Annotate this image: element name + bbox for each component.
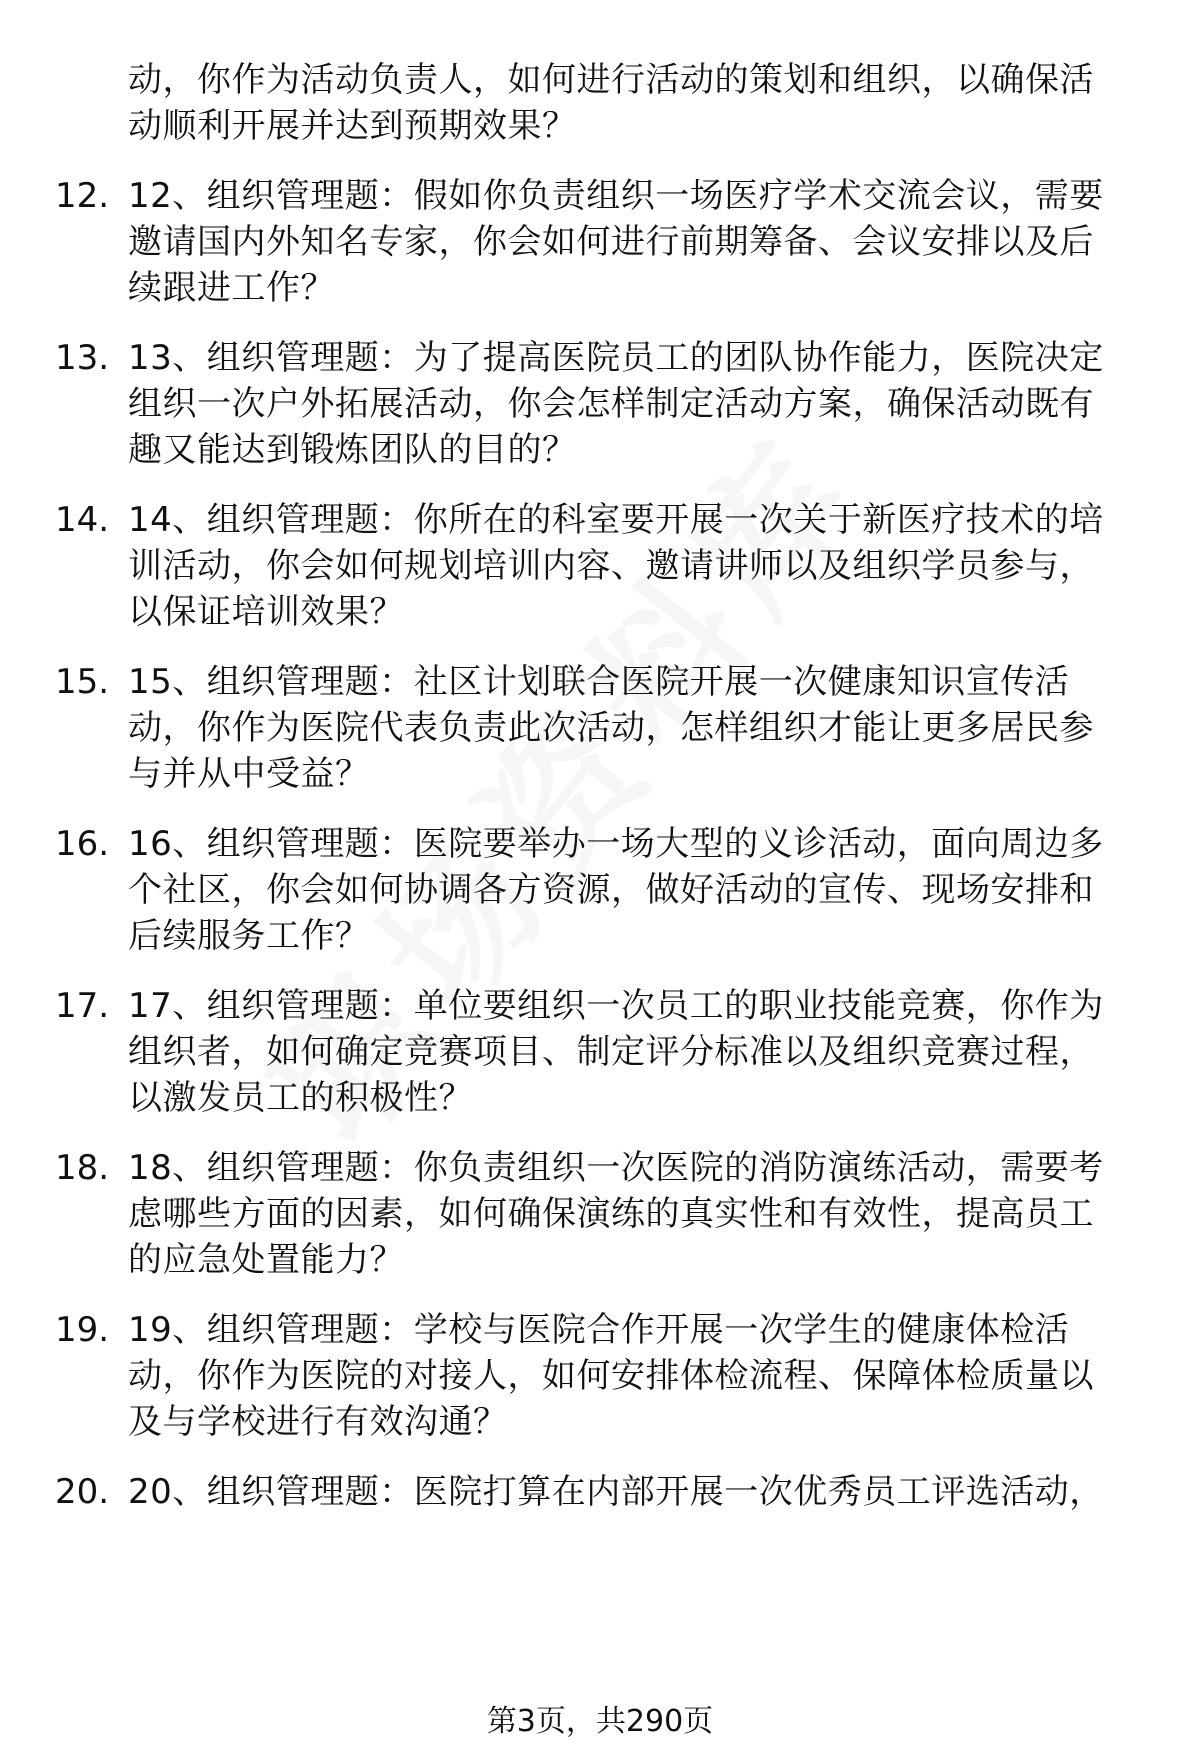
question-line: 训活动，你会如何规划培训内容、邀请讲师以及组织学员参与， bbox=[128, 546, 1094, 586]
question-line: 动，你作为医院的对接人，如何安排体检流程、保障体检质量以 bbox=[128, 1356, 1094, 1396]
question-line: 19、组织管理题：学校与医院合作开展一次学生的健康体检活 bbox=[128, 1310, 1070, 1350]
intro-line: 动顺利开展并达到预期效果？ bbox=[128, 106, 577, 146]
intro-line: 动，你作为活动负责人，如何进行活动的策划和组织，以确保活 bbox=[128, 60, 1094, 100]
list-number: 13. bbox=[55, 338, 110, 378]
page-footer: 第3页，共290页 bbox=[486, 1704, 714, 1739]
question-line: 与并从中受益？ bbox=[128, 754, 370, 794]
question-line: 18、组织管理题：你负责组织一次医院的消防演练活动，需要考 bbox=[128, 1148, 1104, 1188]
question-line: 的应急处置能力？ bbox=[128, 1240, 404, 1280]
list-number: 12. bbox=[55, 176, 110, 216]
question-line: 邀请国内外知名专家，你会如何进行前期筹备、会议安排以及后 bbox=[128, 222, 1094, 262]
question-line: 组织者，如何确定竞赛项目、制定评分标准以及组织竞赛过程， bbox=[128, 1032, 1094, 1072]
list-number: 15. bbox=[55, 662, 110, 702]
question-line: 续跟进工作？ bbox=[128, 268, 335, 308]
question-line: 20、组织管理题：医院打算在内部开展一次优秀员工评选活动， bbox=[128, 1472, 1104, 1512]
list-number: 14. bbox=[55, 500, 110, 540]
question-line: 个社区，你会如何协调各方资源，做好活动的宣传、现场安排和 bbox=[128, 870, 1094, 910]
question-line: 14、组织管理题：你所在的科室要开展一次关于新医疗技术的培 bbox=[128, 500, 1104, 540]
question-line: 12、组织管理题：假如你负责组织一场医疗学术交流会议，需要 bbox=[128, 176, 1104, 216]
question-line: 16、组织管理题：医院要举办一场大型的义诊活动，面向周边多 bbox=[128, 824, 1104, 864]
list-number: 18. bbox=[55, 1148, 110, 1188]
question-line: 组织一次户外拓展活动，你会怎样制定活动方案，确保活动既有 bbox=[128, 384, 1094, 424]
question-line: 以激发员工的积极性？ bbox=[128, 1078, 473, 1118]
question-line: 虑哪些方面的因素，如何确保演练的真实性和有效性，提高员工 bbox=[128, 1194, 1094, 1234]
list-number: 19. bbox=[55, 1310, 110, 1350]
question-line: 17、组织管理题：单位要组织一次员工的职业技能竞赛，你作为 bbox=[128, 986, 1104, 1026]
list-number: 20. bbox=[55, 1472, 110, 1512]
list-number: 16. bbox=[55, 824, 110, 864]
question-line: 动，你作为医院代表负责此次活动，怎样组织才能让更多居民参 bbox=[128, 708, 1094, 748]
question-line: 以保证培训效果？ bbox=[128, 592, 404, 632]
question-line: 15、组织管理题：社区计划联合医院开展一次健康知识宣传活 bbox=[128, 662, 1070, 702]
question-line: 13、组织管理题：为了提高医院员工的团队协作能力，医院决定 bbox=[128, 338, 1104, 378]
question-line: 后续服务工作？ bbox=[128, 916, 370, 956]
list-number: 17. bbox=[55, 986, 110, 1026]
question-line: 及与学校进行有效沟通？ bbox=[128, 1402, 508, 1442]
question-line: 趣又能达到锻炼团队的目的？ bbox=[128, 430, 577, 470]
